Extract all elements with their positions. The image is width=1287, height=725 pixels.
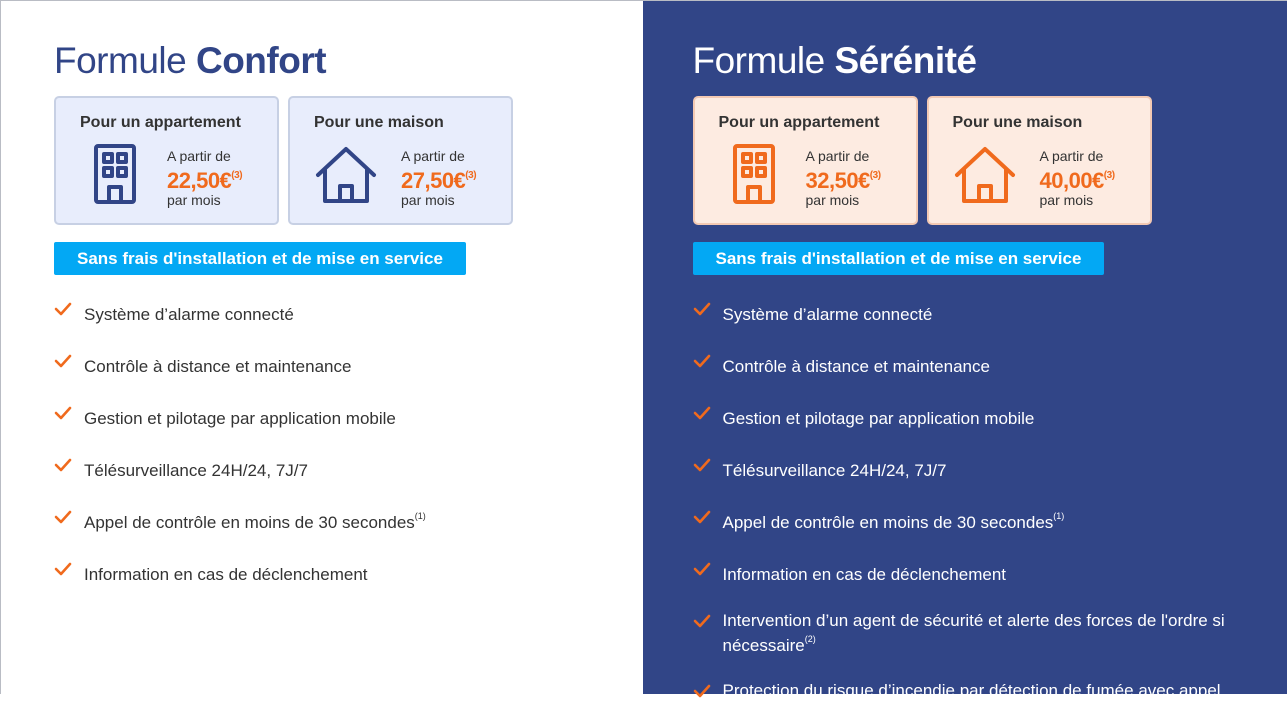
price-period: par mois: [401, 193, 476, 207]
card-title: Pour une maison: [314, 114, 444, 132]
card-title: Pour une maison: [953, 114, 1083, 132]
feature-item: Information en cas de déclenchement: [54, 559, 643, 584]
price-value: 27,50€$^{(3)}$: [401, 164, 476, 193]
check-icon: [693, 562, 711, 576]
price-period: par mois: [167, 193, 242, 207]
price-cards: [693, 96, 1287, 225]
check-icon: [54, 562, 72, 576]
price-card-appartement[interactable]: [54, 96, 279, 225]
house-icon: [314, 144, 378, 206]
price-block: [167, 148, 242, 207]
feature-item: Gestion et pilotage par application mobile: [54, 403, 643, 428]
formule-serenite-panel: [643, 1, 1287, 694]
price-period: par mois: [1040, 193, 1115, 207]
building-icon: [86, 143, 144, 205]
price-card-maison[interactable]: [288, 96, 513, 225]
check-icon: [54, 510, 72, 524]
no-fees-banner: Sans frais d'installation et de mise en service: [693, 242, 1105, 275]
check-icon: [54, 458, 72, 472]
feature-item: Gestion et pilotage par application mobile: [693, 403, 1287, 428]
check-icon: [54, 406, 72, 420]
feature-item: Système d’alarme connecté: [693, 299, 1287, 324]
feature-item: Télésurveillance 24H/24, 7J/7: [693, 455, 1287, 480]
check-icon: [693, 510, 711, 524]
check-icon: [693, 406, 711, 420]
panel-title: Formule Confort: [54, 39, 643, 83]
card-title: Pour un appartement: [80, 114, 241, 132]
feature-item: Système d’alarme connecté: [54, 299, 643, 324]
feature-item: Télésurveillance 24H/24, 7J/7: [54, 455, 643, 480]
feature-item: Contrôle à distance et maintenance: [54, 351, 643, 376]
check-icon: [693, 354, 711, 368]
price-value: 32,50€$^{(3)}$: [806, 164, 881, 193]
price-period: par mois: [806, 193, 881, 207]
feature-item: Protection du risque d’incendie par détection de fumée avec appel des secours si nécessaire$^{(2)}$: [693, 681, 1287, 725]
check-icon: [693, 684, 711, 698]
building-icon: [725, 143, 783, 205]
price-from: A partir de: [1040, 148, 1115, 164]
price-value: 40,00€$^{(3)}$: [1040, 164, 1115, 193]
price-card-appartement[interactable]: [693, 96, 918, 225]
feature-item: Information en cas de déclenchement: [693, 559, 1287, 584]
panel-title: Formule Sérénité: [693, 39, 1287, 83]
feature-list: [693, 299, 1287, 725]
feature-item: Appel de contrôle en moins de 30 secondes$^{(1)}$: [54, 507, 643, 532]
price-block: [401, 148, 476, 207]
check-icon: [54, 302, 72, 316]
price-card-maison[interactable]: [927, 96, 1152, 225]
house-icon: [953, 144, 1017, 206]
check-icon: [693, 302, 711, 316]
check-icon: [693, 614, 711, 628]
price-from: A partir de: [806, 148, 881, 164]
formule-confort-panel: [1, 1, 643, 694]
price-block: [1040, 148, 1115, 207]
feature-list: [54, 299, 643, 584]
feature-item: Intervention d’un agent de sécurité et alerte des forces de l'ordre si nécessaire$^{(2)}$: [693, 611, 1287, 655]
price-value: 22,50€$^{(3)}$: [167, 164, 242, 193]
price-from: A partir de: [167, 148, 242, 164]
price-cards: [54, 96, 643, 225]
card-title: Pour un appartement: [719, 114, 880, 132]
feature-item: Appel de contrôle en moins de 30 secondes$^{(1)}$: [693, 507, 1287, 532]
no-fees-banner: Sans frais d'installation et de mise en service: [54, 242, 466, 275]
check-icon: [693, 458, 711, 472]
check-icon: [54, 354, 72, 368]
feature-item: Contrôle à distance et maintenance: [693, 351, 1287, 376]
price-from: A partir de: [401, 148, 476, 164]
price-block: [806, 148, 881, 207]
